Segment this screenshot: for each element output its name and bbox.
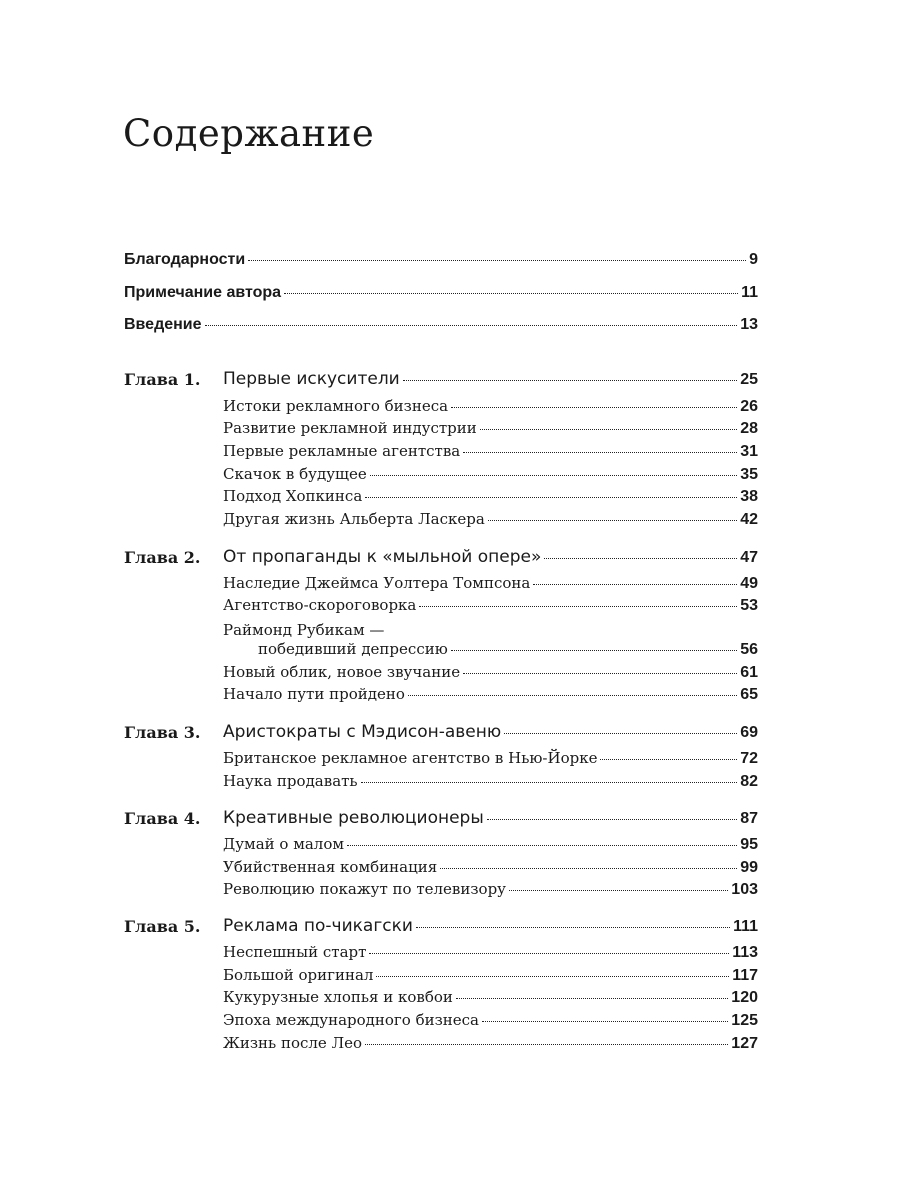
section-title: Новый облик, новое звучание xyxy=(223,663,461,681)
section-title: Британское рекламное агентство в Нью-Йорке xyxy=(223,749,598,767)
section-title: Первые рекламные агентства xyxy=(223,442,461,460)
section-title: Эпоха международного бизнеса xyxy=(223,1011,480,1029)
toc-page-number: 13 xyxy=(740,316,758,333)
toc-page-number: 103 xyxy=(731,881,758,898)
dot-leader xyxy=(376,976,729,977)
toc-page-number: 26 xyxy=(740,398,758,415)
dot-leader xyxy=(463,452,737,453)
chapter-number: Глава 2. xyxy=(124,548,201,567)
toc-page-number: 127 xyxy=(731,1035,758,1052)
chapter-title: Аристократы с Мэдисон-авеню xyxy=(223,722,502,742)
dot-leader xyxy=(248,260,746,261)
toc-section[interactable] xyxy=(223,685,758,704)
toc-page-number: 65 xyxy=(740,686,758,703)
toc-page-number: 82 xyxy=(740,773,758,790)
toc-entry-author-note[interactable] xyxy=(124,284,758,302)
dot-leader xyxy=(419,606,737,607)
toc-section[interactable] xyxy=(223,510,758,529)
toc-section[interactable] xyxy=(223,487,758,506)
toc-section[interactable] xyxy=(223,596,758,615)
toc-page-number: 125 xyxy=(731,1012,758,1029)
section-title: Наука продавать xyxy=(223,772,358,790)
toc-section[interactable] xyxy=(223,966,758,985)
dot-leader xyxy=(416,927,730,928)
toc-page-number: 28 xyxy=(740,420,758,437)
toc-entry-label: Введение xyxy=(124,316,202,333)
toc-entry-label: Благодарности xyxy=(124,251,246,268)
section-title: Агентство-скороговорка xyxy=(223,596,417,614)
dot-leader xyxy=(361,782,738,783)
chapter-number: Глава 1. xyxy=(124,370,201,389)
toc-page-number: 56 xyxy=(740,641,758,658)
dot-leader xyxy=(440,868,737,869)
toc-section[interactable] xyxy=(223,397,758,416)
toc-page-number: 49 xyxy=(740,575,758,592)
dot-leader xyxy=(544,558,737,559)
section-title: Развитие рекламной индустрии xyxy=(223,419,477,437)
chapter-number: Глава 5. xyxy=(124,917,201,936)
toc-page-number: 69 xyxy=(740,724,758,741)
toc-page-number: 53 xyxy=(740,597,758,614)
toc-section[interactable] xyxy=(223,943,758,962)
toc-page-number: 47 xyxy=(740,549,758,566)
dot-leader xyxy=(403,380,737,381)
section-title: Жизнь после Лео xyxy=(223,1034,362,1052)
toc-page-number: 95 xyxy=(740,836,758,853)
toc-page-number: 42 xyxy=(740,511,758,528)
dot-leader xyxy=(509,890,728,891)
section-title: Думай о малом xyxy=(223,835,345,853)
dot-leader xyxy=(480,429,737,430)
dot-leader xyxy=(487,819,737,820)
toc-section[interactable] xyxy=(223,1011,758,1030)
toc-chapter-2[interactable] xyxy=(223,547,758,567)
toc-section[interactable] xyxy=(223,1034,758,1053)
toc-page-number: 25 xyxy=(740,371,758,388)
toc-entry-label: Примечание автора xyxy=(124,284,282,301)
chapter-title: Первые искусители xyxy=(223,369,400,389)
toc-chapter-3[interactable] xyxy=(223,722,758,742)
toc-page-number: 11 xyxy=(741,284,758,301)
toc-page-number: 117 xyxy=(732,967,758,984)
section-title: победивший депрессию xyxy=(258,640,448,658)
chapter-title: Реклама по-чикагски xyxy=(223,916,413,936)
dot-leader xyxy=(504,733,737,734)
section-title: Наследие Джеймса Уолтера Томпсона xyxy=(223,574,531,592)
dot-leader xyxy=(347,845,737,846)
dot-leader xyxy=(463,673,737,674)
toc-page-number: 61 xyxy=(740,664,758,681)
toc-section[interactable] xyxy=(223,988,758,1007)
toc-section[interactable] xyxy=(223,772,758,791)
dot-leader xyxy=(451,407,737,408)
section-title: Убийственная комбинация xyxy=(223,858,438,876)
chapter-number: Глава 4. xyxy=(124,809,201,828)
chapter-number: Глава 3. xyxy=(124,723,201,742)
section-title: Неспешный старт xyxy=(223,943,367,961)
page-title: Содержание xyxy=(123,112,375,155)
dot-leader xyxy=(365,497,737,498)
toc-section[interactable] xyxy=(223,663,758,682)
section-title: Истоки рекламного бизнеса xyxy=(223,397,449,415)
toc-page-number: 35 xyxy=(740,466,758,483)
dot-leader xyxy=(370,475,737,476)
dot-leader xyxy=(205,325,738,326)
toc-section[interactable] xyxy=(223,574,758,593)
section-title: Большой оригинал xyxy=(223,966,374,984)
toc-page-number: 9 xyxy=(749,251,758,268)
dot-leader xyxy=(533,584,737,585)
toc-chapter-5[interactable] xyxy=(223,916,758,936)
section-title: Кукурузные хлопья и ковбои xyxy=(223,988,453,1006)
dot-leader xyxy=(600,759,737,760)
section-title: Начало пути пройдено xyxy=(223,685,405,703)
toc-page-number: 31 xyxy=(740,443,758,460)
toc-page-number: 72 xyxy=(740,750,758,767)
toc-chapter-4[interactable] xyxy=(223,808,758,828)
dot-leader xyxy=(456,998,728,999)
dot-leader xyxy=(488,520,737,521)
section-title-line1: Раймонд Рубикам — xyxy=(223,621,385,639)
section-title: Революцию покажут по телевизору xyxy=(223,880,507,898)
section-title: Скачок в будущее xyxy=(223,465,367,483)
toc-section[interactable] xyxy=(223,835,758,854)
chapter-title: От пропаганды к «мыльной опере» xyxy=(223,547,542,567)
dot-leader xyxy=(365,1044,728,1045)
toc-section[interactable] xyxy=(223,880,758,899)
toc-page-number: 113 xyxy=(732,944,758,961)
toc-section[interactable] xyxy=(223,749,758,768)
dot-leader xyxy=(451,650,737,651)
dot-leader xyxy=(369,953,729,954)
toc-section[interactable] xyxy=(258,640,758,659)
toc-entry-introduction[interactable] xyxy=(124,316,758,334)
toc-page-number: 99 xyxy=(740,859,758,876)
toc-section[interactable] xyxy=(223,465,758,484)
toc-section[interactable] xyxy=(223,858,758,877)
dot-leader xyxy=(284,293,738,294)
toc-page-number: 38 xyxy=(740,488,758,505)
toc-section[interactable] xyxy=(223,419,758,438)
section-title: Другая жизнь Альберта Ласкера xyxy=(223,510,485,528)
toc-page-number: 120 xyxy=(731,989,758,1006)
toc-chapter-1[interactable] xyxy=(223,369,758,389)
chapter-title: Креативные революционеры xyxy=(223,808,484,828)
dot-leader xyxy=(482,1021,728,1022)
section-title: Подход Хопкинса xyxy=(223,487,363,505)
toc-entry-acknowledgements[interactable] xyxy=(124,251,758,269)
toc-page-number: 111 xyxy=(733,918,758,935)
toc-section[interactable] xyxy=(223,442,758,461)
dot-leader xyxy=(408,695,737,696)
toc-page-number: 87 xyxy=(740,810,758,827)
